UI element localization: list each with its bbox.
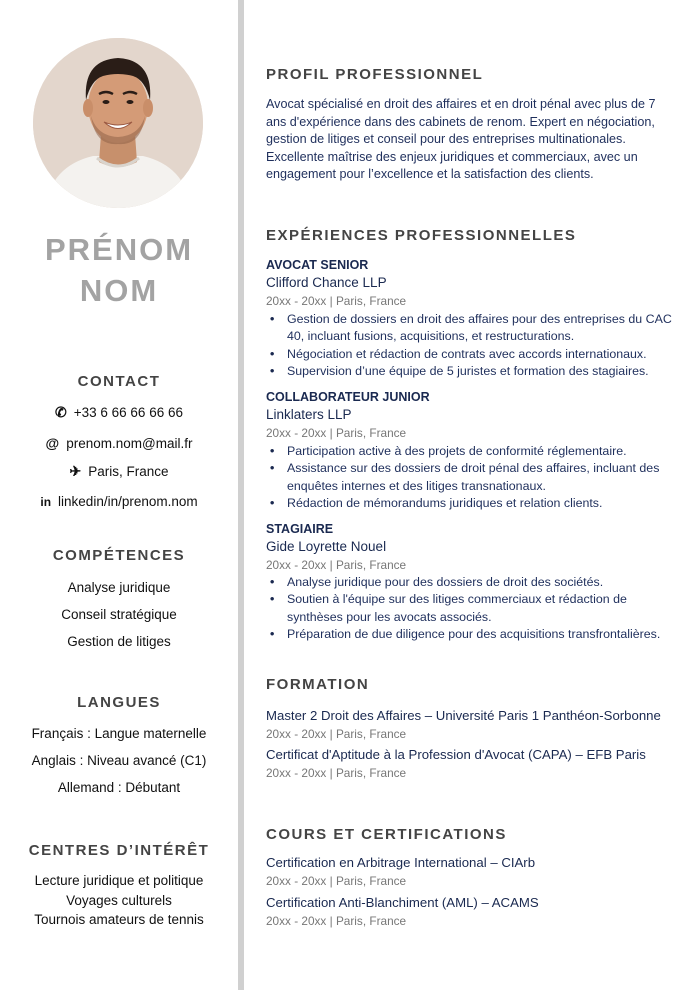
language-item: Français : Langue maternelle: [31, 726, 207, 741]
skill-item: Analyse juridique: [67, 580, 171, 595]
education-date: 20xx - 20xx | Paris, France: [266, 766, 407, 780]
sidebar: [0, 0, 238, 990]
interest-item: Tournois amateurs de tennis: [34, 912, 204, 927]
at-sign-icon: @: [45, 435, 60, 451]
vertical-divider: [238, 0, 244, 990]
phone-text: +33 6 66 66 66 66: [73, 405, 183, 420]
job-bullets: [266, 311, 676, 381]
certifications-title: COURS ET CERTIFICATIONS: [266, 826, 507, 843]
location-pin-icon: ✈: [69, 463, 82, 479]
contact-title: CONTACT: [77, 373, 161, 390]
email-text: prenom.nom@mail.fr: [66, 435, 193, 451]
certification-date: 20xx - 20xx | Paris, France: [266, 874, 407, 888]
job-bullet: • Rédaction de mémorandums juridiques et relation clients.: [266, 495, 676, 512]
interest-item: Voyages culturels: [66, 893, 172, 908]
skill-item: Conseil stratégique: [61, 607, 177, 622]
person-portrait-image: [33, 38, 203, 208]
job-date: 20xx - 20xx | Paris, France: [266, 426, 407, 440]
job-company: Clifford Chance LLP: [266, 275, 387, 290]
job-bullet: • Participation active à des projets de conformité réglementaire.: [266, 443, 676, 460]
languages-title: LANGUES: [77, 694, 161, 711]
job-bullet: • Gestion de dossiers en droit des affaires pour des entreprises du CAC 40, incluant fusions, acquisitions, et restructurations.: [266, 311, 676, 346]
job-bullet: • Analyse juridique pour des dossiers de droit des sociétés.: [266, 574, 676, 591]
contact-linkedin: [0, 494, 238, 509]
certification-name: Certification en Arbitrage International – CIArb: [266, 855, 536, 870]
job-role: AVOCAT SENIOR: [266, 258, 369, 272]
phone-icon: ✆: [55, 404, 67, 420]
job-date: 20xx - 20xx | Paris, France: [266, 558, 407, 572]
skill-item: Gestion de litiges: [67, 634, 171, 649]
experience-title: EXPÉRIENCES PROFESSIONNELLES: [266, 227, 577, 244]
linkedin-text: linkedin/in/prenom.nom: [58, 494, 198, 509]
contact-email: [0, 435, 238, 451]
contact-phone: [0, 404, 238, 421]
interest-item: Lecture juridique et politique: [34, 873, 204, 888]
profile-text: Avocat spécialisé en droit des affaires et en droit pénal avec plus de 7 ans d'expérience dans des cabinets de renom. Expert en négociation, gestion de litiges et conseil pour des entreprises multinationales. Excellente maîtrise des enjeux juridiques et commerciaux, avec un engagement pour l’excellence et la satisfaction des clients.: [266, 97, 656, 182]
skills-title: COMPÉTENCES: [52, 547, 186, 564]
job-bullet: • Supervision d’une équipe de 5 juristes et formation des stagiaires.: [266, 363, 676, 380]
job-bullet: • Préparation de due diligence pour des acquisitions transfrontalières.: [266, 626, 676, 643]
job-bullet: • Assistance sur des dossiers de droit pénal des affaires, incluant des enquêtes internes et des litiges transnationaux.: [266, 460, 676, 495]
last-name: NOM: [79, 273, 159, 308]
job-date: 20xx - 20xx | Paris, France: [266, 294, 407, 308]
job-company: Linklaters LLP: [266, 407, 352, 422]
job-bullets: [266, 443, 676, 513]
job-role: COLLABORATEUR JUNIOR: [266, 390, 430, 404]
job-bullets: [266, 574, 676, 644]
certification-date: 20xx - 20xx | Paris, France: [266, 914, 407, 928]
education-date: 20xx - 20xx | Paris, France: [266, 727, 407, 741]
first-name: PRÉNOM: [44, 232, 194, 267]
contact-location: [0, 463, 238, 480]
certification-name: Certification Anti-Blanchiment (AML) – ACAMS: [266, 895, 539, 910]
linkedin-icon: in: [40, 494, 52, 509]
location-text: Paris, France: [88, 464, 169, 479]
language-item: Anglais : Niveau avancé (C1): [31, 753, 207, 768]
interests-title: CENTRES D’INTÉRÊT: [28, 842, 210, 859]
education-title: FORMATION: [266, 676, 370, 693]
education-name: Master 2 Droit des Affaires – Université Paris 1 Panthéon-Sorbonne: [266, 708, 661, 723]
profile-photo: [33, 38, 203, 208]
job-bullet: • Soutien à l'équipe sur des litiges commerciaux et rédaction de synthèses pour les avocats associés.: [266, 591, 676, 626]
language-item: Allemand : Débutant: [57, 780, 181, 795]
job-role: STAGIAIRE: [266, 522, 334, 536]
job-bullet: • Négociation et rédaction de contrats avec accords internationaux.: [266, 346, 676, 363]
job-company: Gide Loyrette Nouel: [266, 539, 387, 554]
education-name: Certificat d'Aptitude à la Profession d'Avocat (CAPA) – EFB Paris: [266, 747, 646, 762]
main-content: [266, 0, 676, 990]
profile-title: PROFIL PROFESSIONNEL: [266, 66, 484, 83]
